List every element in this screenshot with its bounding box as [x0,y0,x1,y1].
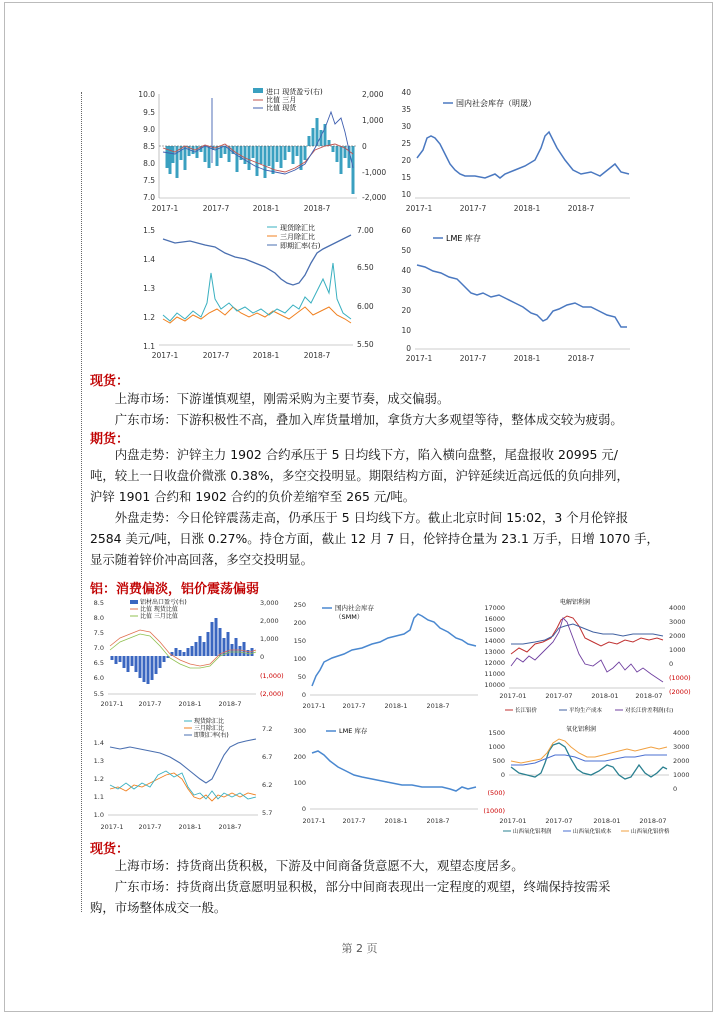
x-tick: 2018-1 [384,702,408,710]
y-right-tick: -2,000 [362,193,387,202]
chart-al-domestic-inventory [292,598,482,713]
y-right-tick: (1000) [669,674,691,682]
al-spot-heading: 现货： [90,842,130,857]
y-right-tick: 6.7 [262,753,273,761]
y-tick: 1.5 [143,226,155,235]
y-tick: 20 [401,306,411,315]
y-right-tick: 5.7 [262,809,273,817]
x-tick: 2017-7 [459,204,487,213]
y-tick: 11000 [484,670,505,678]
legend-label: 现货除汇比 [280,224,315,232]
y-tick: 8.5 [93,599,104,607]
al-spot-guangdong-line: 广东市场：持货商出货意愿明显积极，部分中间商表现出一定程度的观望，终端保持按需采 [114,879,611,894]
y-tick: 8.5 [143,142,155,151]
chart-al-lme-inventory [292,717,482,835]
chart-zinc-domestic-inventory [395,88,635,218]
y-right-tick: 7.00 [357,226,374,235]
y-right-tick: 6.50 [357,263,374,272]
legend-label: 三月除汇比 [280,233,315,241]
y-tick: 30 [401,122,411,131]
chart-zinc-domestic-inventory-svg [395,88,635,218]
y-tick: 40 [401,266,411,275]
legend-label: LME 库存 [446,234,481,243]
chart-zinc-lme-inventory [395,223,635,363]
x-tick: 2018-7 [426,817,450,825]
y-tick: 1500 [488,729,505,737]
legend-label: 即期汇率(右) [280,242,321,250]
y-tick: 100 [293,655,306,663]
legend-label: LME 库存 [339,727,368,735]
y-tick: 1.1 [143,342,155,351]
x-tick: 2018-07 [635,692,663,700]
zinc-domestic-line: 吨，较上一日收盘价微涨 0.38%，多空交投明显。期限结构方面，沪锌延续近高远低的负向排列， [90,468,629,483]
chart-al-electrolytic-profit-svg [483,598,698,713]
y-right-tick: 1000 [669,646,686,654]
y-right-tick: 4000 [673,729,690,737]
y-tick: 40 [401,88,411,97]
y-right-tick: 4000 [669,604,686,612]
x-tick: 2017-7 [342,702,366,710]
x-tick: 2017-07 [545,817,573,825]
x-tick: 2018-01 [591,692,619,700]
y-tick: 17000 [484,604,505,612]
y-tick: 0 [301,805,306,813]
y-tick: 500 [492,757,505,765]
x-tick: 2018-1 [252,351,280,360]
y-tick: 0 [500,771,505,779]
zinc-spot-heading: 现货： [90,374,130,389]
chart-zinc-ratio-profit-svg [135,88,385,218]
x-tick: 2018-1 [513,204,541,213]
x-tick: 2017-1 [405,354,433,363]
y-tick: 50 [297,673,306,681]
y-right-tick: 3,000 [260,599,279,607]
y-tick: 10 [401,326,411,335]
chart-zinc-lme-inventory-svg [395,223,635,363]
y-tick: 35 [401,105,411,114]
y-tick: 1.3 [143,284,155,293]
aluminium-section-heading: 铝：消费偏淡，铝价震荡偏弱 [90,582,260,597]
x-tick: 2018-1 [384,817,408,825]
y-tick: 10.0 [138,90,155,99]
y-right-tick: (2000) [669,688,691,696]
x-tick: 2017-1 [100,823,124,831]
chart-al-lme-inventory-svg [292,717,482,835]
legend-label: 即期汇率(右) [194,732,229,739]
x-tick: 2017-1 [151,204,179,213]
zinc-foreign-line: 显示随着锌价冲高回落，多空交投明显。 [90,552,314,567]
x-tick: 2017-7 [138,700,162,708]
legend-label: （SMM） [335,613,364,621]
x-tick: 2018-07 [639,817,667,825]
x-tick: 2017-01 [499,692,527,700]
chart-zinc-fx-ratio [135,223,385,363]
y-tick: 7.5 [143,176,155,185]
chart-zinc-ratio-profit [135,88,385,218]
y-tick: 13000 [484,648,505,656]
x-tick: 2018-7 [567,204,595,213]
chart-al-ratio-profit-svg [90,598,284,713]
zinc-foreign-line: 外盘走势：今日伦锌震荡走高，仍承压于 5 日均线下方。截止北京时间 15:02，3 个月伦锌报 [114,510,629,525]
x-tick: 2018-7 [218,700,242,708]
y-tick: 1.2 [143,313,155,322]
y-right-tick: 0 [669,660,674,668]
y-tick: 6.0 [93,674,104,682]
y-tick: 1.0 [93,811,104,819]
x-tick: 2018-7 [303,204,331,213]
legend-label: 比值 三月比值 [140,613,178,620]
y-tick: 16000 [484,615,505,623]
legend-label: 国内社会库存（明晟） [456,99,536,108]
y-right-tick: 3000 [673,743,690,751]
y-tick: 150 [293,637,306,645]
legend-label: 比值 三月 [266,96,297,104]
y-tick: 12000 [484,659,505,667]
y-tick: 100 [293,779,306,787]
x-tick: 2017-7 [138,823,162,831]
y-tick: 6.5 [93,659,104,667]
legend-label: 比值 现货比值 [140,606,178,613]
chart-title: 氧化铝利润 [565,726,597,733]
y-tick: 8.0 [93,614,104,622]
y-tick: 20 [401,156,411,165]
margin-dotted-line [81,92,82,912]
y-tick: 9.5 [143,108,155,117]
y-right-tick: 1000 [673,771,690,779]
chart-al-fx-ratio-svg [90,717,280,835]
y-tick: 300 [293,727,306,735]
y-right-tick: (1,000) [260,672,284,680]
y-tick: 250 [293,601,306,609]
y-right-tick: 1,000 [362,116,384,125]
y-right-tick: (2,000) [260,690,284,698]
x-tick: 2018-01 [593,817,621,825]
y-right-tick: 1,000 [260,635,279,643]
y-tick: (500) [487,789,505,797]
x-tick: 2017-1 [151,351,179,360]
zinc-spot-guangdong: 广东市场：下游积极性不高，叠加入库货量增加，拿货方大多观望等待，整体成交较为疲弱。 [114,412,623,427]
x-tick: 2018-7 [426,702,450,710]
y-tick: 1.4 [93,739,104,747]
x-tick: 2017-7 [342,817,366,825]
y-tick: 25 [401,139,411,148]
x-tick: 2018-7 [218,823,242,831]
y-tick: 9.0 [143,125,155,134]
y-tick: 5.5 [93,690,104,698]
y-right-tick: 5.50 [357,340,374,349]
y-tick: 0 [406,344,411,353]
y-tick: 60 [401,226,411,235]
x-tick: 2017-1 [405,204,433,213]
x-tick: 2017-7 [202,351,230,360]
y-tick: 200 [293,619,306,627]
y-tick: 7.5 [93,629,104,637]
y-right-tick: 0 [260,653,265,661]
x-tick: 2018-1 [178,700,202,708]
legend-label: 国内社会库存 [335,604,374,612]
y-right-tick: 2000 [669,632,686,640]
x-tick: 2017-07 [545,692,573,700]
y-tick: 7.0 [93,644,104,652]
y-right-tick: 7.2 [262,725,273,733]
legend-label: 山西氧化铝成本 [573,829,612,835]
chart-al-electrolytic-profit [483,598,698,713]
legend-label: 三月除汇比 [194,725,225,732]
chart-title: 电解铝利润 [559,599,591,606]
chart-al-alumina-profit-svg [483,717,698,835]
zinc-domestic-line: 沪锌 1901 合约和 1902 合约的负价差缩窄至 265 元/吨。 [90,489,416,504]
zinc-domestic-line: 内盘走势：沪锌主力 1902 合约承压于 5 日均线下方，陷入横向盘整，尾盘报收 20995 元/ [114,447,618,462]
y-tick: 1000 [488,743,505,751]
x-tick: 2018-1 [178,823,202,831]
y-tick: 1.4 [143,255,155,264]
y-right-tick: 0 [673,785,678,793]
x-tick: 2018-7 [303,351,331,360]
y-tick: 1.2 [93,775,104,783]
y-tick: 1.1 [93,793,104,801]
y-tick: 7.0 [143,193,155,202]
al-spot-shanghai: 上海市场：持货商出货积极，下游及中间商备货意愿不大，观望态度居多。 [114,858,524,873]
x-tick: 2017-1 [302,817,326,825]
al-spot-guangdong-line: 购，市场整体成交一般。 [90,900,227,915]
legend-label: 长江铝价 [515,708,538,714]
y-tick: 8.0 [143,159,155,168]
zinc-spot-paragraph [90,388,696,430]
y-right-tick: 2000 [673,757,690,765]
y-right-tick: 3000 [669,618,686,626]
y-tick: 0 [301,691,306,699]
y-right-tick: 6.2 [262,781,273,789]
legend-label: 比值 现货 [266,104,297,112]
y-tick: 200 [293,753,306,761]
zinc-futures-heading: 期货： [90,432,130,447]
zinc-spot-shanghai: 上海市场：下游谨慎观望，刚需采购为主要节奏，成交偏弱。 [114,391,450,406]
x-tick: 2017-7 [202,204,230,213]
x-tick: 2017-7 [459,354,487,363]
chart-zinc-fx-ratio-svg [135,223,385,363]
legend-label: 山西氧化铝价格 [631,829,670,835]
y-right-tick: 0 [362,142,367,151]
y-tick: 15 [401,173,411,182]
legend-label: 铝材出口盈亏(右) [140,599,187,606]
y-right-tick: 2,000 [260,617,279,625]
y-tick: (1000) [483,807,505,815]
x-tick: 2018-1 [252,204,280,213]
legend-label: 山西氧化铝利润 [513,829,552,835]
zinc-foreign-line: 2584 美元/吨，日涨 0.27%。持仓方面，截止 12 月 7 日，伦锌持仓量为 23.1 万手，日增 1070 手， [90,531,659,546]
legend-label: 进口 现货盈亏(右) [266,88,323,96]
y-tick: 14000 [484,637,505,645]
x-tick: 2017-1 [100,700,124,708]
zinc-foreign-paragraph [90,507,696,570]
chart-al-domestic-inventory-svg [292,598,482,713]
legend-label: 对长江价差利润(右) [625,708,674,714]
y-right-tick: 2,000 [362,90,384,99]
y-tick: 10 [401,190,411,199]
x-tick: 2017-01 [499,817,527,825]
y-right-tick: -1,000 [362,168,387,177]
x-tick: 2018-7 [567,354,595,363]
chart-al-fx-ratio [90,717,280,835]
y-tick: 30 [401,286,411,295]
y-right-tick: 6.00 [357,302,374,311]
legend-label: 现货除汇比 [194,718,225,725]
x-tick: 2018-1 [513,354,541,363]
y-tick: 10000 [484,681,505,689]
al-spot-paragraph [90,855,696,918]
y-tick: 50 [401,246,411,255]
legend-label: 平均生产成本 [569,708,603,714]
y-tick: 1.3 [93,757,104,765]
chart-al-ratio-profit [90,598,284,713]
chart-al-alumina-profit [483,717,698,835]
y-tick: 15000 [484,626,505,634]
x-tick: 2017-1 [302,702,326,710]
zinc-domestic-paragraph [90,444,696,507]
page-number: 第 2 页 [341,942,378,955]
